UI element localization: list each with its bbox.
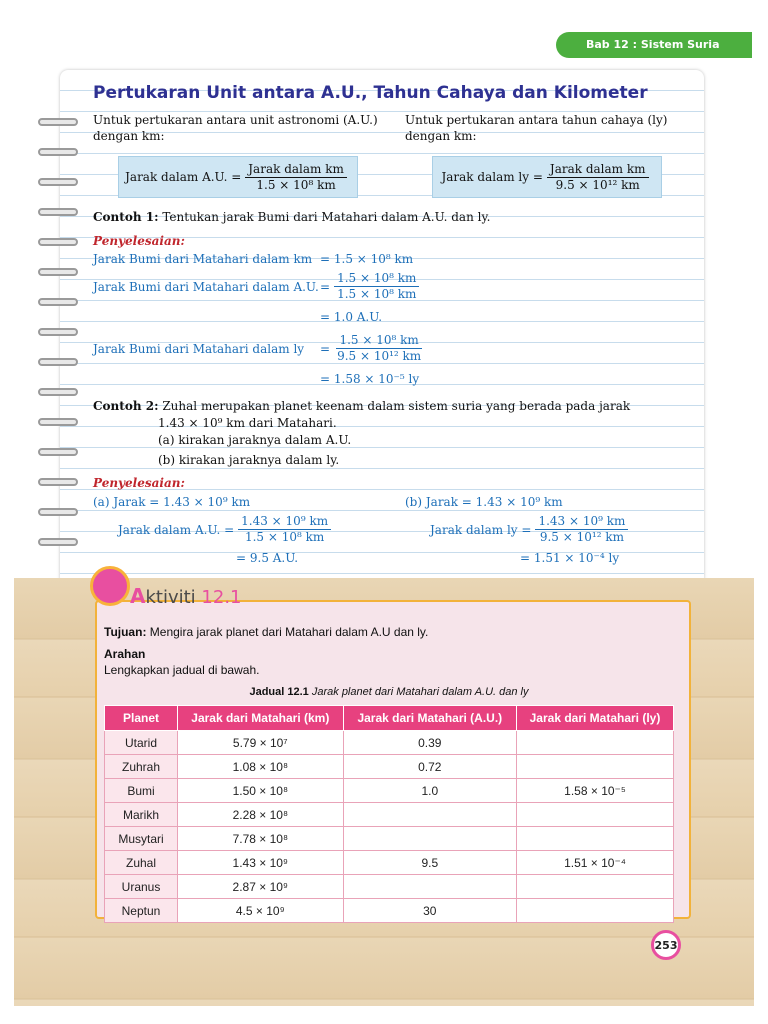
ring-icon	[38, 448, 78, 456]
aim-label: Tujuan:	[104, 625, 147, 639]
example2-solution-label: Penyelesaian:	[93, 476, 185, 490]
example2-text2: 1.43 × 10⁹ km dari Matahari.	[158, 416, 337, 430]
ring-icon	[38, 208, 78, 216]
page-number: 253	[651, 930, 681, 960]
example1-text: Tentukan jarak Bumi dari Matahari dalam A.U. dan ly.	[162, 210, 491, 224]
header-ly: Jarak dari Matahari (ly)	[517, 706, 674, 731]
ex2-b-num: 1.43 × 10⁹ km	[535, 514, 628, 530]
activity-badge-icon	[90, 566, 130, 606]
ex1-line3-label: Jarak Bumi dari Matahari dalam ly	[93, 342, 305, 356]
activity-aim	[104, 624, 428, 640]
ex1-line3-num: 1.5 × 10⁸ km	[336, 333, 421, 349]
ex1-line3-result: = 1.58 × 10⁻⁵ ly	[320, 372, 420, 386]
km-cell: 2.87 × 10⁹	[178, 875, 344, 899]
table-header-row	[105, 706, 674, 731]
ex1-line2-fraction	[320, 271, 423, 302]
example2-label: Contoh 2:	[93, 399, 159, 413]
example1-label: Contoh 1:	[93, 210, 159, 224]
activity-number: 12.1	[201, 587, 242, 608]
ex2-a-fraction	[118, 514, 335, 545]
formula-au-lhs: Jarak dalam A.U. =	[125, 170, 242, 184]
ex2-b-result: = 1.51 × 10⁻⁴ ly	[520, 551, 620, 565]
ring-icon	[38, 508, 78, 516]
table-row	[105, 899, 674, 923]
example1-solution-label: Penyelesaian:	[93, 234, 185, 248]
au-cell[interactable]: 30	[343, 899, 516, 923]
ex2-a-num: 1.43 × 10⁹ km	[238, 514, 331, 530]
au-cell[interactable]	[343, 875, 516, 899]
ly-cell[interactable]	[517, 875, 674, 899]
km-cell: 5.79 × 10⁷	[178, 731, 344, 755]
header-au: Jarak dari Matahari (A.U.)	[343, 706, 516, 731]
ly-cell[interactable]	[517, 755, 674, 779]
ly-cell[interactable]: 1.51 × 10⁻⁴	[517, 851, 674, 875]
au-cell[interactable]	[343, 803, 516, 827]
ex2-b-fraction	[430, 514, 632, 545]
km-cell: 4.5 × 10⁹	[178, 899, 344, 923]
formula-ly-num: Jarak dalam km	[547, 162, 649, 178]
ex1-line2-num: 1.5 × 10⁸ km	[334, 271, 419, 287]
example1-question	[93, 209, 490, 225]
planet-cell: Marikh	[105, 803, 178, 827]
equals-sign: =	[320, 341, 331, 356]
ly-cell[interactable]: 1.58 × 10⁻⁵	[517, 779, 674, 803]
planet-cell: Zuhrah	[105, 755, 178, 779]
example2-question	[93, 398, 630, 414]
km-cell: 1.43 × 10⁹	[178, 851, 344, 875]
planet-distance-table	[104, 705, 674, 923]
formula-ly	[432, 156, 662, 198]
km-cell: 1.08 × 10⁸	[178, 755, 344, 779]
table-row	[105, 827, 674, 851]
km-cell: 2.28 × 10⁸	[178, 803, 344, 827]
ring-icon	[38, 418, 78, 426]
formula-au-num: Jarak dalam km	[245, 162, 347, 178]
ex1-line2-den: 1.5 × 10⁸ km	[337, 287, 417, 301]
table-row	[105, 875, 674, 899]
example2-text1: Zuhal merupakan planet keenam dalam sistem suria yang berada pada jarak	[162, 399, 631, 413]
planet-cell: Neptun	[105, 899, 178, 923]
table-row	[105, 851, 674, 875]
au-cell[interactable]	[343, 827, 516, 851]
ring-icon	[38, 298, 78, 306]
km-cell: 1.50 × 10⁸	[178, 779, 344, 803]
header-km: Jarak dari Matahari (km)	[178, 706, 344, 731]
table-row	[105, 731, 674, 755]
activity-title	[130, 584, 242, 608]
ring-icon	[38, 178, 78, 186]
planet-cell: Utarid	[105, 731, 178, 755]
au-cell[interactable]: 9.5	[343, 851, 516, 875]
spiral-binding	[38, 118, 78, 558]
ly-cell[interactable]	[517, 899, 674, 923]
table-row	[105, 755, 674, 779]
ex1-line3-fraction	[320, 333, 428, 364]
ly-cell[interactable]	[517, 803, 674, 827]
chapter-tag: Bab 12 : Sistem Suria	[556, 32, 752, 58]
formula-ly-lhs: Jarak dalam ly =	[441, 170, 543, 184]
header-planet: Planet	[105, 706, 178, 731]
example2-part-b: (b) kirakan jaraknya dalam ly.	[158, 453, 340, 467]
ex2-a-lhs: Jarak dalam A.U. =	[118, 522, 235, 537]
ly-cell[interactable]	[517, 827, 674, 851]
planet-cell: Musytari	[105, 827, 178, 851]
ex2-a-result: = 9.5 A.U.	[236, 551, 299, 565]
formula-au-den: 1.5 × 10⁸ km	[256, 177, 336, 192]
page-title: Pertukaran Unit antara A.U., Tahun Cahaya dan Kilometer	[93, 83, 648, 103]
instruction-heading: Arahan	[104, 647, 146, 661]
ring-icon	[38, 238, 78, 246]
ring-icon	[38, 538, 78, 546]
activity-title-letter: A	[130, 584, 146, 608]
ex1-line3-den: 9.5 × 10¹² km	[337, 349, 422, 363]
ring-icon	[38, 358, 78, 366]
ring-icon	[38, 328, 78, 336]
instruction-text: Lengkapkan jadual di bawah.	[104, 663, 260, 677]
au-cell[interactable]: 1.0	[343, 779, 516, 803]
formula-au	[118, 156, 358, 198]
ex2-a-den: 1.5 × 10⁸ km	[244, 530, 325, 544]
ring-icon	[38, 268, 78, 276]
ring-icon	[38, 118, 78, 126]
intro-right: Untuk pertukaran antara tahun cahaya (ly) dengan km:	[405, 113, 668, 143]
table-caption-text: Jarak planet dari Matahari dalam A.U. dan ly	[311, 686, 529, 698]
ex2-b-distance: (b) Jarak = 1.43 × 10⁹ km	[405, 495, 563, 509]
ex1-line2-label: Jarak Bumi dari Matahari dalam A.U.	[93, 280, 319, 294]
au-cell[interactable]: 0.39	[343, 731, 516, 755]
formula-ly-den: 9.5 × 10¹² km	[555, 177, 640, 192]
ring-icon	[38, 478, 78, 486]
table-label: Jadual 12.1	[249, 686, 309, 698]
ring-icon	[38, 388, 78, 396]
intro-left: Untuk pertukaran antara unit astronomi (A.U.) dengan km:	[93, 113, 378, 143]
ex1-line2-result: = 1.0 A.U.	[320, 310, 383, 324]
table-caption	[104, 684, 674, 700]
au-cell[interactable]: 0.72	[343, 755, 516, 779]
ly-cell[interactable]	[517, 731, 674, 755]
planet-cell: Bumi	[105, 779, 178, 803]
ex1-line1-label: Jarak Bumi dari Matahari dalam km	[93, 252, 313, 266]
table-row	[105, 779, 674, 803]
equals-sign: =	[320, 279, 331, 294]
example2-part-a: (a) kirakan jaraknya dalam A.U.	[158, 433, 352, 447]
activity-title-word: ktiviti	[145, 587, 196, 608]
ex1-line1-value: = 1.5 × 10⁸ km	[320, 252, 414, 266]
km-cell: 7.78 × 10⁸	[178, 827, 344, 851]
aim-text: Mengira jarak planet dari Matahari dalam A.U dan ly.	[149, 625, 429, 639]
planet-cell: Uranus	[105, 875, 178, 899]
planet-cell: Zuhal	[105, 851, 178, 875]
ex2-b-den: 9.5 × 10¹² km	[539, 530, 624, 544]
table-row	[105, 803, 674, 827]
ring-icon	[38, 148, 78, 156]
ex2-b-lhs: Jarak dalam ly =	[430, 522, 532, 537]
ex2-a-distance: (a) Jarak = 1.43 × 10⁹ km	[93, 495, 251, 509]
